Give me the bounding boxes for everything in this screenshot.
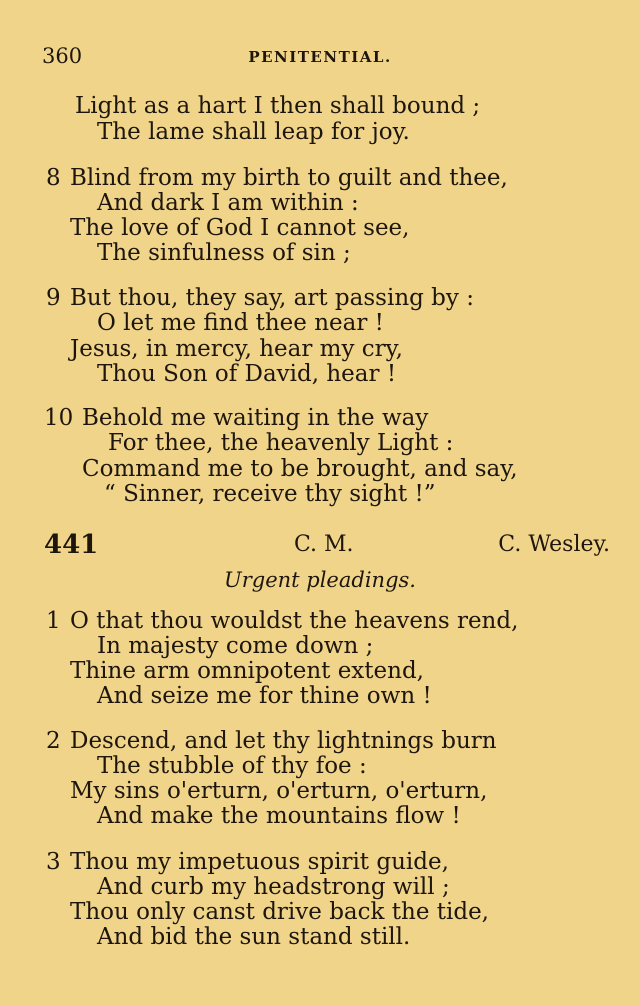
verse-line: Thine arm omnipotent extend, — [70, 658, 424, 684]
verse-line: The stubble of thy foe : — [97, 753, 367, 779]
verse-line: In majesty come down ; — [97, 633, 374, 659]
verse-line: O that thou wouldst the heavens rend, — [70, 608, 519, 634]
stanza-number: 3 — [46, 849, 61, 875]
stanza-number: 2 — [46, 728, 61, 754]
hymn-meter: C. M. — [294, 532, 354, 557]
running-title: PENITENTIAL. — [248, 48, 392, 66]
verse-line: Thou my impetuous spirit guide, — [70, 849, 449, 875]
verse-line: And curb my headstrong will ; — [97, 874, 450, 900]
stanza-number: 8 — [46, 165, 61, 191]
verse-line: The lame shall leap for joy. — [97, 119, 410, 145]
stanza-number: 10 — [44, 405, 74, 431]
verse-line: But thou, they say, art passing by : — [70, 285, 474, 311]
page-number: 360 — [42, 44, 83, 68]
verse-line: Blind from my birth to guilt and thee, — [70, 165, 508, 191]
verse-line: O let me find thee near ! — [97, 310, 384, 336]
verse-line: Light as a hart I then shall bound ; — [75, 93, 481, 119]
verse-line: And dark I am within : — [97, 190, 359, 216]
page-header — [42, 44, 598, 72]
verse-line: Descend, and let thy lightnings burn — [70, 728, 497, 754]
verse-line: And bid the sun stand still. — [97, 924, 411, 950]
verse-line: Command me to be brought, and say, — [82, 456, 518, 482]
verse-line: The love of God I cannot see, — [70, 215, 410, 241]
verse-line: The sinfulness of sin ; — [97, 240, 351, 266]
hymn-author: C. Wesley. — [498, 532, 610, 557]
hymn-number: 441 — [44, 530, 99, 560]
verse-line: Behold me waiting in the way — [82, 405, 429, 431]
hymn-subtitle: Urgent pleadings. — [224, 568, 416, 592]
verse-line: Thou Son of David, hear ! — [97, 361, 397, 387]
verse-line: Jesus, in mercy, hear my cry, — [70, 336, 403, 362]
verse-line: Thou only canst drive back the tide, — [70, 899, 489, 925]
verse-line: And make the mountains flow ! — [97, 803, 461, 829]
hymn-heading — [44, 530, 610, 560]
verse-line: For thee, the heavenly Light : — [108, 430, 454, 456]
verse-line: “ Sinner, receive thy sight !” — [104, 481, 436, 507]
stanza-number: 9 — [46, 285, 61, 311]
verse-line: And seize me for thine own ! — [97, 683, 432, 709]
stanza-number: 1 — [46, 608, 61, 634]
verse-line: My sins o'erturn, o'erturn, o'erturn, — [70, 778, 488, 804]
